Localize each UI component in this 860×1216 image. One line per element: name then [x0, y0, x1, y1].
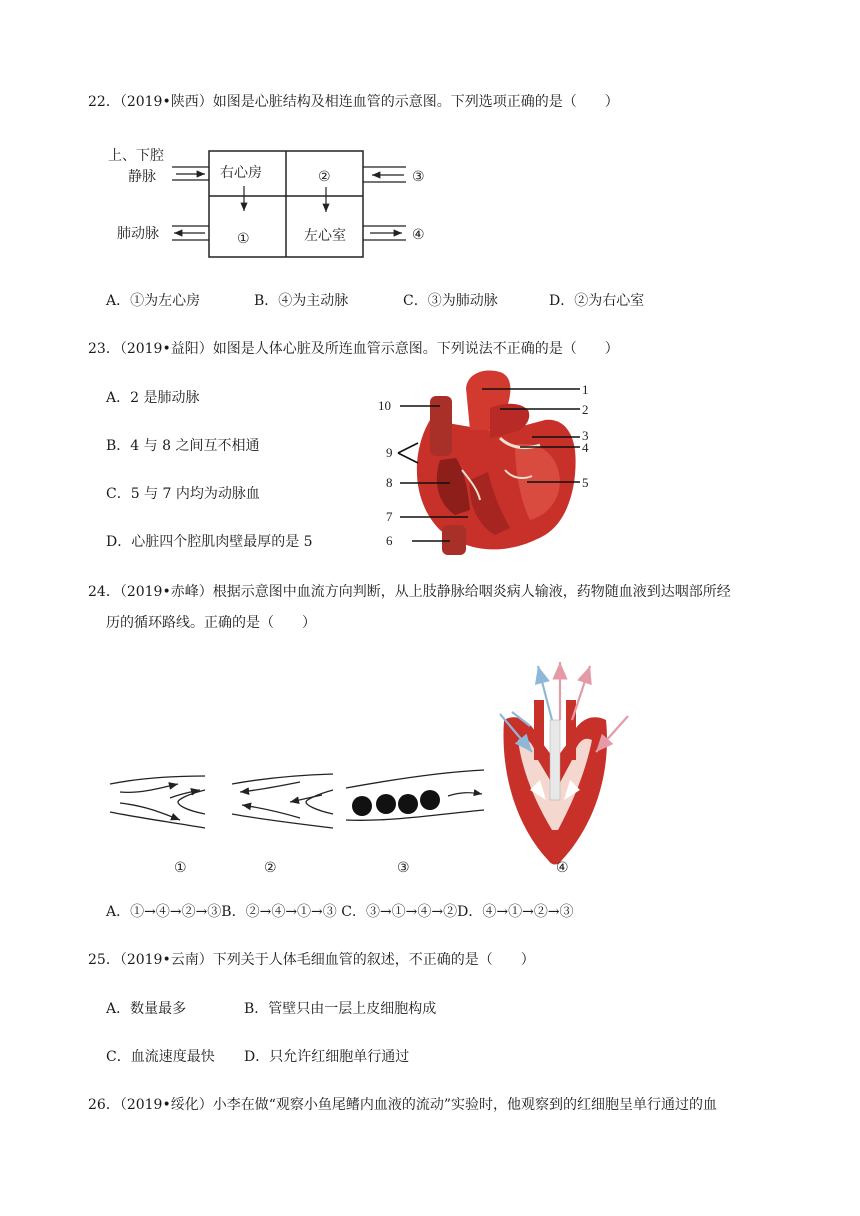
label-mark-3: ③ — [412, 169, 425, 185]
q23-option-b[interactable]: B．4 与 8 之间互不相通 — [106, 438, 260, 454]
q26-stem-line1: 26．（2019•绥化）小李在做“观察小鱼尾鳍内血液的流动”实验时，他观察到的红细胞呈单行通过的血 — [88, 1097, 718, 1113]
fig1-vessel — [110, 776, 205, 828]
fig-label-1: ① — [174, 860, 187, 876]
heart-label-7: 7 — [386, 509, 393, 524]
label-vena-cava-2: 静脉 — [128, 169, 156, 185]
heart-label-8: 8 — [386, 475, 393, 490]
label-pulmonary-artery: 肺动脉 — [117, 226, 159, 242]
fig3-capillary — [346, 770, 484, 820]
q25-option-c[interactable]: C．血流速度最快 — [106, 1049, 215, 1065]
q23-option-a[interactable]: A．2 是肺动脉 — [106, 390, 200, 406]
label-vena-cava-1: 上、下腔 — [108, 148, 164, 164]
q22-option-b[interactable]: B．④为主动脉 — [254, 293, 349, 309]
heart-label-5: 5 — [582, 475, 589, 490]
heart-label-6: 6 — [386, 533, 393, 548]
fig2-vessel — [232, 774, 333, 828]
q24-stem-line2: 历的循环路线。正确的是（ ） — [106, 615, 316, 631]
q22-option-d[interactable]: D．②为右心室 — [549, 293, 645, 309]
label-mark-4: ④ — [412, 227, 425, 243]
fig-label-2: ② — [264, 860, 277, 876]
q22-option-c[interactable]: C．③为肺动脉 — [403, 293, 498, 309]
q22-stem: 22．（2019•陕西）如图是心脏结构及相连血管的示意图。下列选项正确的是（ ） — [88, 94, 619, 110]
q22-option-a[interactable]: A．①为左心房 — [106, 293, 201, 309]
q23-stem: 23．（2019•益阳）如图是人体心脏及所连血管示意图。下列说法不正确的是（ ） — [88, 341, 619, 357]
label-mark-2: ② — [318, 169, 331, 185]
label-mark-1: ① — [237, 231, 250, 247]
heart-label-3: 3 — [582, 428, 589, 443]
fig-label-3: ③ — [397, 860, 410, 876]
q24-options[interactable]: A．①→④→②→③B．②→④→①→③ C．③→①→④→②D．④→①→②→③ — [106, 904, 574, 920]
q23-option-c[interactable]: C．5 与 7 内均为动脉血 — [106, 486, 260, 502]
q25-stem: 25．（2019•云南）下列关于人体毛细血管的叙述，不正确的是（ ） — [88, 952, 535, 968]
q24-stem-line1: 24．（2019•赤峰）根据示意图中血流方向判断，从上肢静脉给咽炎病人输液，药物随血液到达咽部所经 — [88, 584, 731, 600]
heart-label-4: 4 — [582, 440, 589, 455]
heart-label-2: 2 — [582, 402, 589, 417]
q25-option-d[interactable]: D．只允许红细胞单行通过 — [244, 1049, 410, 1065]
fig-label-4: ④ — [556, 860, 569, 876]
heart-label-9: 9 — [386, 445, 393, 460]
q25-option-b[interactable]: B．管壁只由一层上皮细胞构成 — [244, 1001, 437, 1017]
label-left-ventricle: 左心室 — [304, 228, 346, 244]
q25-option-a[interactable]: A．数量最多 — [106, 1001, 187, 1017]
label-right-atrium: 右心房 — [220, 165, 262, 181]
heart-label-1: 1 — [582, 382, 589, 397]
fig4-heart — [500, 662, 628, 865]
q23-option-d[interactable]: D．心脏四个腔肌肉壁最厚的是 5 — [106, 534, 313, 550]
heart-label-10: 10 — [378, 398, 391, 413]
